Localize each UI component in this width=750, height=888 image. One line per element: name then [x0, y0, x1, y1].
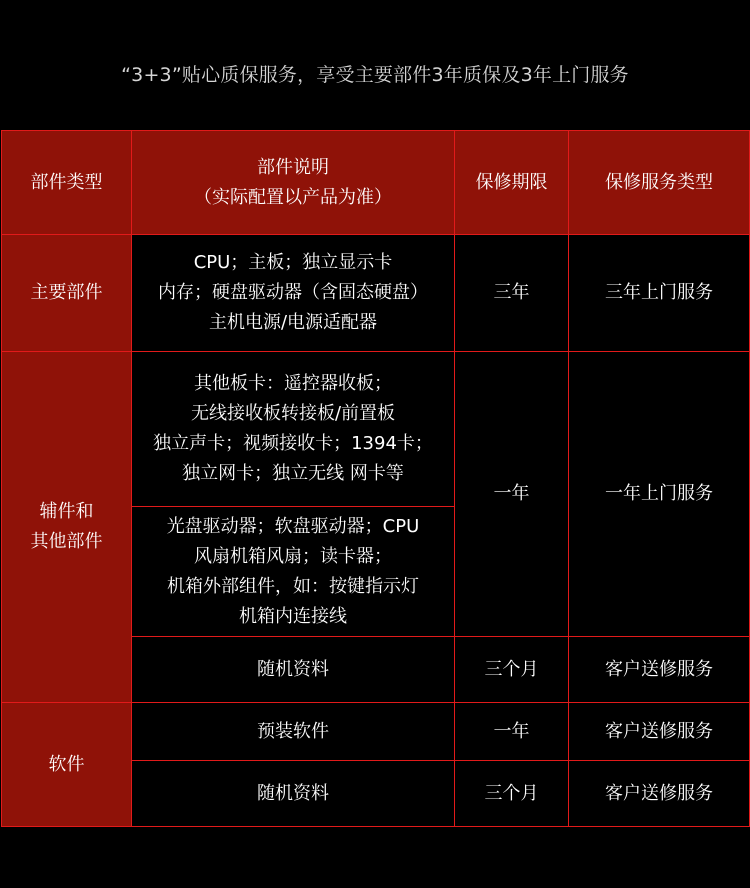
category-line: 其他部件 [30, 531, 103, 552]
header-description-note: （实际配置以产品为准） [194, 186, 392, 208]
main-parts-period: 三年 [455, 235, 569, 352]
table-row-aux-group1 [2, 352, 750, 507]
software-docs-period: 三个月 [455, 761, 569, 827]
desc-line: 独立声卡；视频接收卡；1394卡； [153, 433, 433, 454]
aux-group1-description [132, 352, 455, 507]
header-description [132, 131, 455, 235]
warranty-table [1, 130, 750, 827]
desc-line: 主机电源/电源适配器 [208, 312, 378, 333]
category-software: 软件 [2, 703, 132, 827]
desc-line: 机箱内连接线 [239, 605, 347, 627]
software-docs-description: 随机资料 [132, 761, 455, 827]
software-preinstalled-service: 客户送修服务 [569, 703, 750, 761]
desc-line: 无线接收板转接板/前置板 [190, 403, 396, 424]
table-header-row [2, 131, 750, 235]
header-part-type: 部件类型 [2, 131, 132, 235]
aux-docs-service: 客户送修服务 [569, 637, 750, 703]
header-period: 保修期限 [455, 131, 569, 235]
category-line: 辅件和 [39, 501, 94, 522]
table-row-software-preinstalled [2, 703, 750, 761]
category-main-parts: 主要部件 [2, 235, 132, 352]
desc-line: 机箱外部组件，如：按键指示灯 [167, 575, 419, 597]
software-preinstalled-description: 预装软件 [132, 703, 455, 761]
page-headline: “3+3”贴心质保服务，享受主要部件3年质保及3年上门服务 [121, 64, 629, 86]
main-parts-service: 三年上门服务 [569, 235, 750, 352]
software-docs-service: 客户送修服务 [569, 761, 750, 827]
desc-line: 风扇机箱风扇；读卡器； [194, 545, 392, 567]
header-service-type: 保修服务类型 [569, 131, 750, 235]
table-row-main-parts [2, 235, 750, 352]
aux-group2-description [132, 507, 455, 637]
desc-line: 其他板卡：遥控器收板； [194, 373, 392, 394]
header-description-title: 部件说明 [257, 156, 329, 178]
software-preinstalled-period: 一年 [455, 703, 569, 761]
desc-line: 独立网卡；独立无线 网卡等 [182, 463, 404, 484]
aux-docs-description: 随机资料 [132, 637, 455, 703]
category-aux-parts [2, 352, 132, 703]
desc-line: 内存；硬盘驱动器（含固态硬盘） [158, 282, 428, 303]
main-parts-description [132, 235, 455, 352]
aux-parts-service: 一年上门服务 [569, 352, 750, 637]
desc-line: CPU；主板；独立显示卡 [193, 252, 393, 273]
aux-parts-period: 一年 [455, 352, 569, 637]
desc-line: 光盘驱动器；软盘驱动器；CPU [166, 515, 420, 537]
aux-docs-period: 三个月 [455, 637, 569, 703]
